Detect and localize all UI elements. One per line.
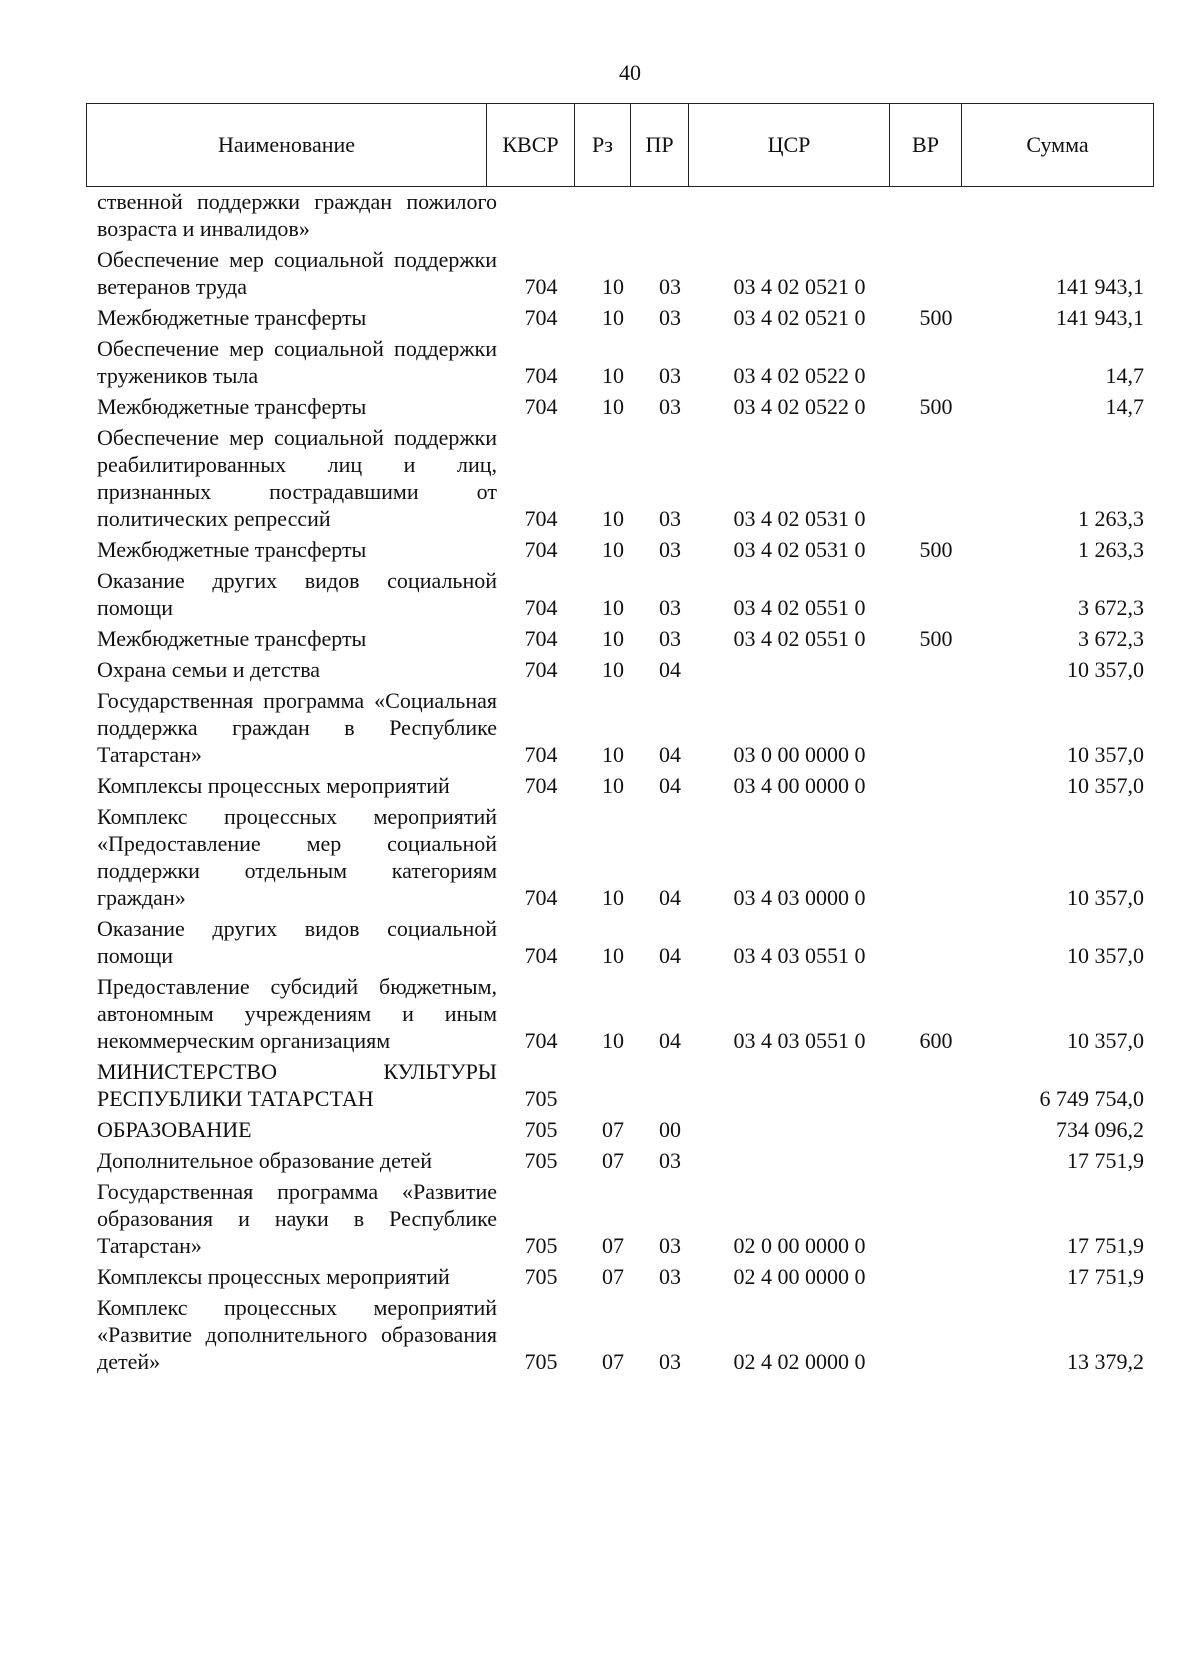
table-row [86,1294,1154,1375]
row-rz: 10 [602,657,624,682]
row-kvsr: 704 [524,506,558,531]
row-pr: 03 [659,274,681,299]
row-csr: 03 4 02 0531 0 [733,537,866,562]
row-kvsr: 704 [524,943,558,968]
row-kvsr: 704 [524,742,558,767]
row-sum: 10 357,0 [1067,1028,1144,1053]
table-row [86,393,1154,420]
table-body [86,188,1154,1379]
row-name: ственной поддержки граждан пожилого возраста и инвалидов» [97,189,497,241]
row-sum: 17 751,9 [1067,1264,1144,1289]
row-rz: 10 [602,773,624,798]
table-row [86,1263,1154,1290]
row-name: Предоставление субсидий бюджетным, автономным учреждениям и иным некоммерческим организациям [97,974,497,1053]
header-pr: ПР [631,104,689,187]
row-pr: 04 [659,657,681,682]
row-pr: 03 [659,1264,681,1289]
row-kvsr: 704 [524,1028,558,1053]
row-csr: 03 4 00 0000 0 [733,773,866,798]
row-name: Межбюджетные трансферты [97,305,367,330]
row-sum: 13 379,2 [1067,1349,1144,1374]
row-kvsr: 705 [524,1086,558,1111]
row-name: Комплекс процессных мероприятий «Предоставление мер социальной поддержки отдельным категориям граждан» [97,804,497,910]
table-row [86,772,1154,799]
table-row [86,188,1154,242]
row-csr: 03 4 03 0551 0 [733,943,866,968]
row-pr: 04 [659,943,681,968]
row-sum: 10 357,0 [1067,885,1144,910]
row-pr: 04 [659,773,681,798]
row-kvsr: 704 [524,537,558,562]
row-rz: 10 [602,943,624,968]
row-name: Комплексы процессных мероприятий [97,773,450,798]
table-row [86,1147,1154,1174]
table-row [86,973,1154,1054]
row-sum: 10 357,0 [1067,943,1144,968]
row-pr: 00 [659,1117,681,1142]
row-sum: 3 672,3 [1078,595,1144,620]
table-row [86,687,1154,768]
row-vr: 500 [919,626,953,651]
row-vr: 500 [919,394,953,419]
row-csr: 03 4 02 0522 0 [733,363,866,388]
row-name: Обеспечение мер социальной поддержки тружеников тыла [97,336,497,388]
row-pr: 03 [659,506,681,531]
row-kvsr: 704 [524,274,558,299]
row-csr: 02 4 00 0000 0 [733,1264,866,1289]
row-rz: 10 [602,885,624,910]
row-csr: 03 4 02 0531 0 [733,506,866,531]
row-sum: 10 357,0 [1067,657,1144,682]
row-kvsr: 705 [524,1264,558,1289]
row-rz: 07 [602,1233,624,1258]
table-row [86,567,1154,621]
row-pr: 03 [659,595,681,620]
row-name: Межбюджетные трансферты [97,626,367,651]
row-name: Оказание других видов социальной помощи [97,568,497,620]
row-name: Дополнительное образование детей [97,1148,433,1173]
row-name: Государственная программа «Развитие образования и науки в Республике Татарстан» [97,1179,497,1258]
row-name: Межбюджетные трансферты [97,537,367,562]
table-row [86,1058,1154,1112]
row-sum: 14,7 [1105,394,1144,419]
row-csr: 03 0 00 0000 0 [733,742,866,767]
row-kvsr: 704 [524,885,558,910]
row-kvsr: 705 [524,1233,558,1258]
row-sum: 10 357,0 [1067,742,1144,767]
row-name: Охрана семьи и детства [97,657,321,682]
row-kvsr: 705 [524,1117,558,1142]
row-kvsr: 704 [524,305,558,330]
row-pr: 04 [659,742,681,767]
table-row [86,335,1154,389]
row-sum: 1 263,3 [1078,506,1144,531]
row-name: Обеспечение мер социальной поддержки реабилитированных лиц и лиц, признанных пострадавшими от политических репрессий [97,425,497,531]
row-vr: 500 [919,305,953,330]
row-rz: 07 [602,1349,624,1374]
row-kvsr: 704 [524,626,558,651]
header-csr: ЦСР [689,104,890,187]
row-sum: 141 943,1 [1056,274,1144,299]
row-sum: 17 751,9 [1067,1148,1144,1173]
row-kvsr: 705 [524,1148,558,1173]
row-kvsr: 704 [524,657,558,682]
row-sum: 734 096,2 [1056,1117,1144,1142]
row-kvsr: 704 [524,773,558,798]
row-rz: 10 [602,595,624,620]
header-kvsr: КВСР [487,104,575,187]
row-sum: 3 672,3 [1078,626,1144,651]
row-pr: 03 [659,363,681,388]
row-vr: 600 [919,1028,953,1053]
row-pr: 03 [659,394,681,419]
row-csr: 03 4 02 0522 0 [733,394,866,419]
row-kvsr: 705 [524,1349,558,1374]
row-name: МИНИСТЕРСТВО КУЛЬТУРЫ РЕСПУБЛИКИ ТАТАРСТАН [97,1059,497,1111]
row-pr: 03 [659,305,681,330]
header-vr: ВР [890,104,962,187]
row-name: Комплексы процессных мероприятий [97,1264,450,1289]
row-csr: 03 4 02 0551 0 [733,595,866,620]
row-csr: 02 0 00 0000 0 [733,1233,866,1258]
row-rz: 10 [602,1028,624,1053]
row-sum: 1 263,3 [1078,537,1144,562]
table-row [86,536,1154,563]
table-row [86,424,1154,532]
row-sum: 6 749 754,0 [1039,1086,1144,1111]
table-row [86,803,1154,911]
row-pr: 03 [659,1349,681,1374]
row-rz: 10 [602,274,624,299]
row-rz: 10 [602,363,624,388]
row-kvsr: 704 [524,394,558,419]
row-pr: 04 [659,885,681,910]
row-name: Комплекс процессных мероприятий «Развитие дополнительного образования детей» [97,1295,497,1374]
row-rz: 07 [602,1148,624,1173]
table-row [86,246,1154,300]
table-row [86,915,1154,969]
row-csr: 03 4 02 0521 0 [733,274,866,299]
row-csr: 03 4 02 0551 0 [733,626,866,651]
table-row [86,625,1154,652]
row-csr: 03 4 03 0000 0 [733,885,866,910]
row-rz: 10 [602,394,624,419]
row-vr: 500 [919,537,953,562]
row-name: Государственная программа «Социальная поддержка граждан в Республике Татарстан» [97,688,497,767]
row-pr: 03 [659,1233,681,1258]
row-rz: 10 [602,506,624,531]
table-header [86,103,1154,187]
table-row [86,1178,1154,1259]
row-rz: 10 [602,305,624,330]
row-name: Оказание других видов социальной помощи [97,916,497,968]
row-kvsr: 704 [524,595,558,620]
row-pr: 03 [659,1148,681,1173]
table-row [86,1116,1154,1143]
table-row [86,656,1154,683]
table-row [86,304,1154,331]
row-sum: 14,7 [1105,363,1144,388]
row-sum: 141 943,1 [1056,305,1144,330]
page-number: 40 [619,60,641,85]
row-rz: 10 [602,626,624,651]
header-name: Наименование [87,104,487,187]
row-sum: 17 751,9 [1067,1233,1144,1258]
row-rz: 10 [602,742,624,767]
row-csr: 03 4 03 0551 0 [733,1028,866,1053]
row-sum: 10 357,0 [1067,773,1144,798]
header-rz: Рз [575,104,631,187]
row-csr: 03 4 02 0521 0 [733,305,866,330]
row-pr: 04 [659,1028,681,1053]
row-rz: 07 [602,1264,624,1289]
row-csr: 02 4 02 0000 0 [733,1349,866,1374]
row-kvsr: 704 [524,363,558,388]
row-name: ОБРАЗОВАНИЕ [97,1117,252,1142]
row-name: Обеспечение мер социальной поддержки ветеранов труда [97,247,497,299]
row-rz: 07 [602,1117,624,1142]
row-pr: 03 [659,537,681,562]
header-sum: Сумма [962,104,1154,187]
row-rz: 10 [602,537,624,562]
row-pr: 03 [659,626,681,651]
row-name: Межбюджетные трансферты [97,394,367,419]
